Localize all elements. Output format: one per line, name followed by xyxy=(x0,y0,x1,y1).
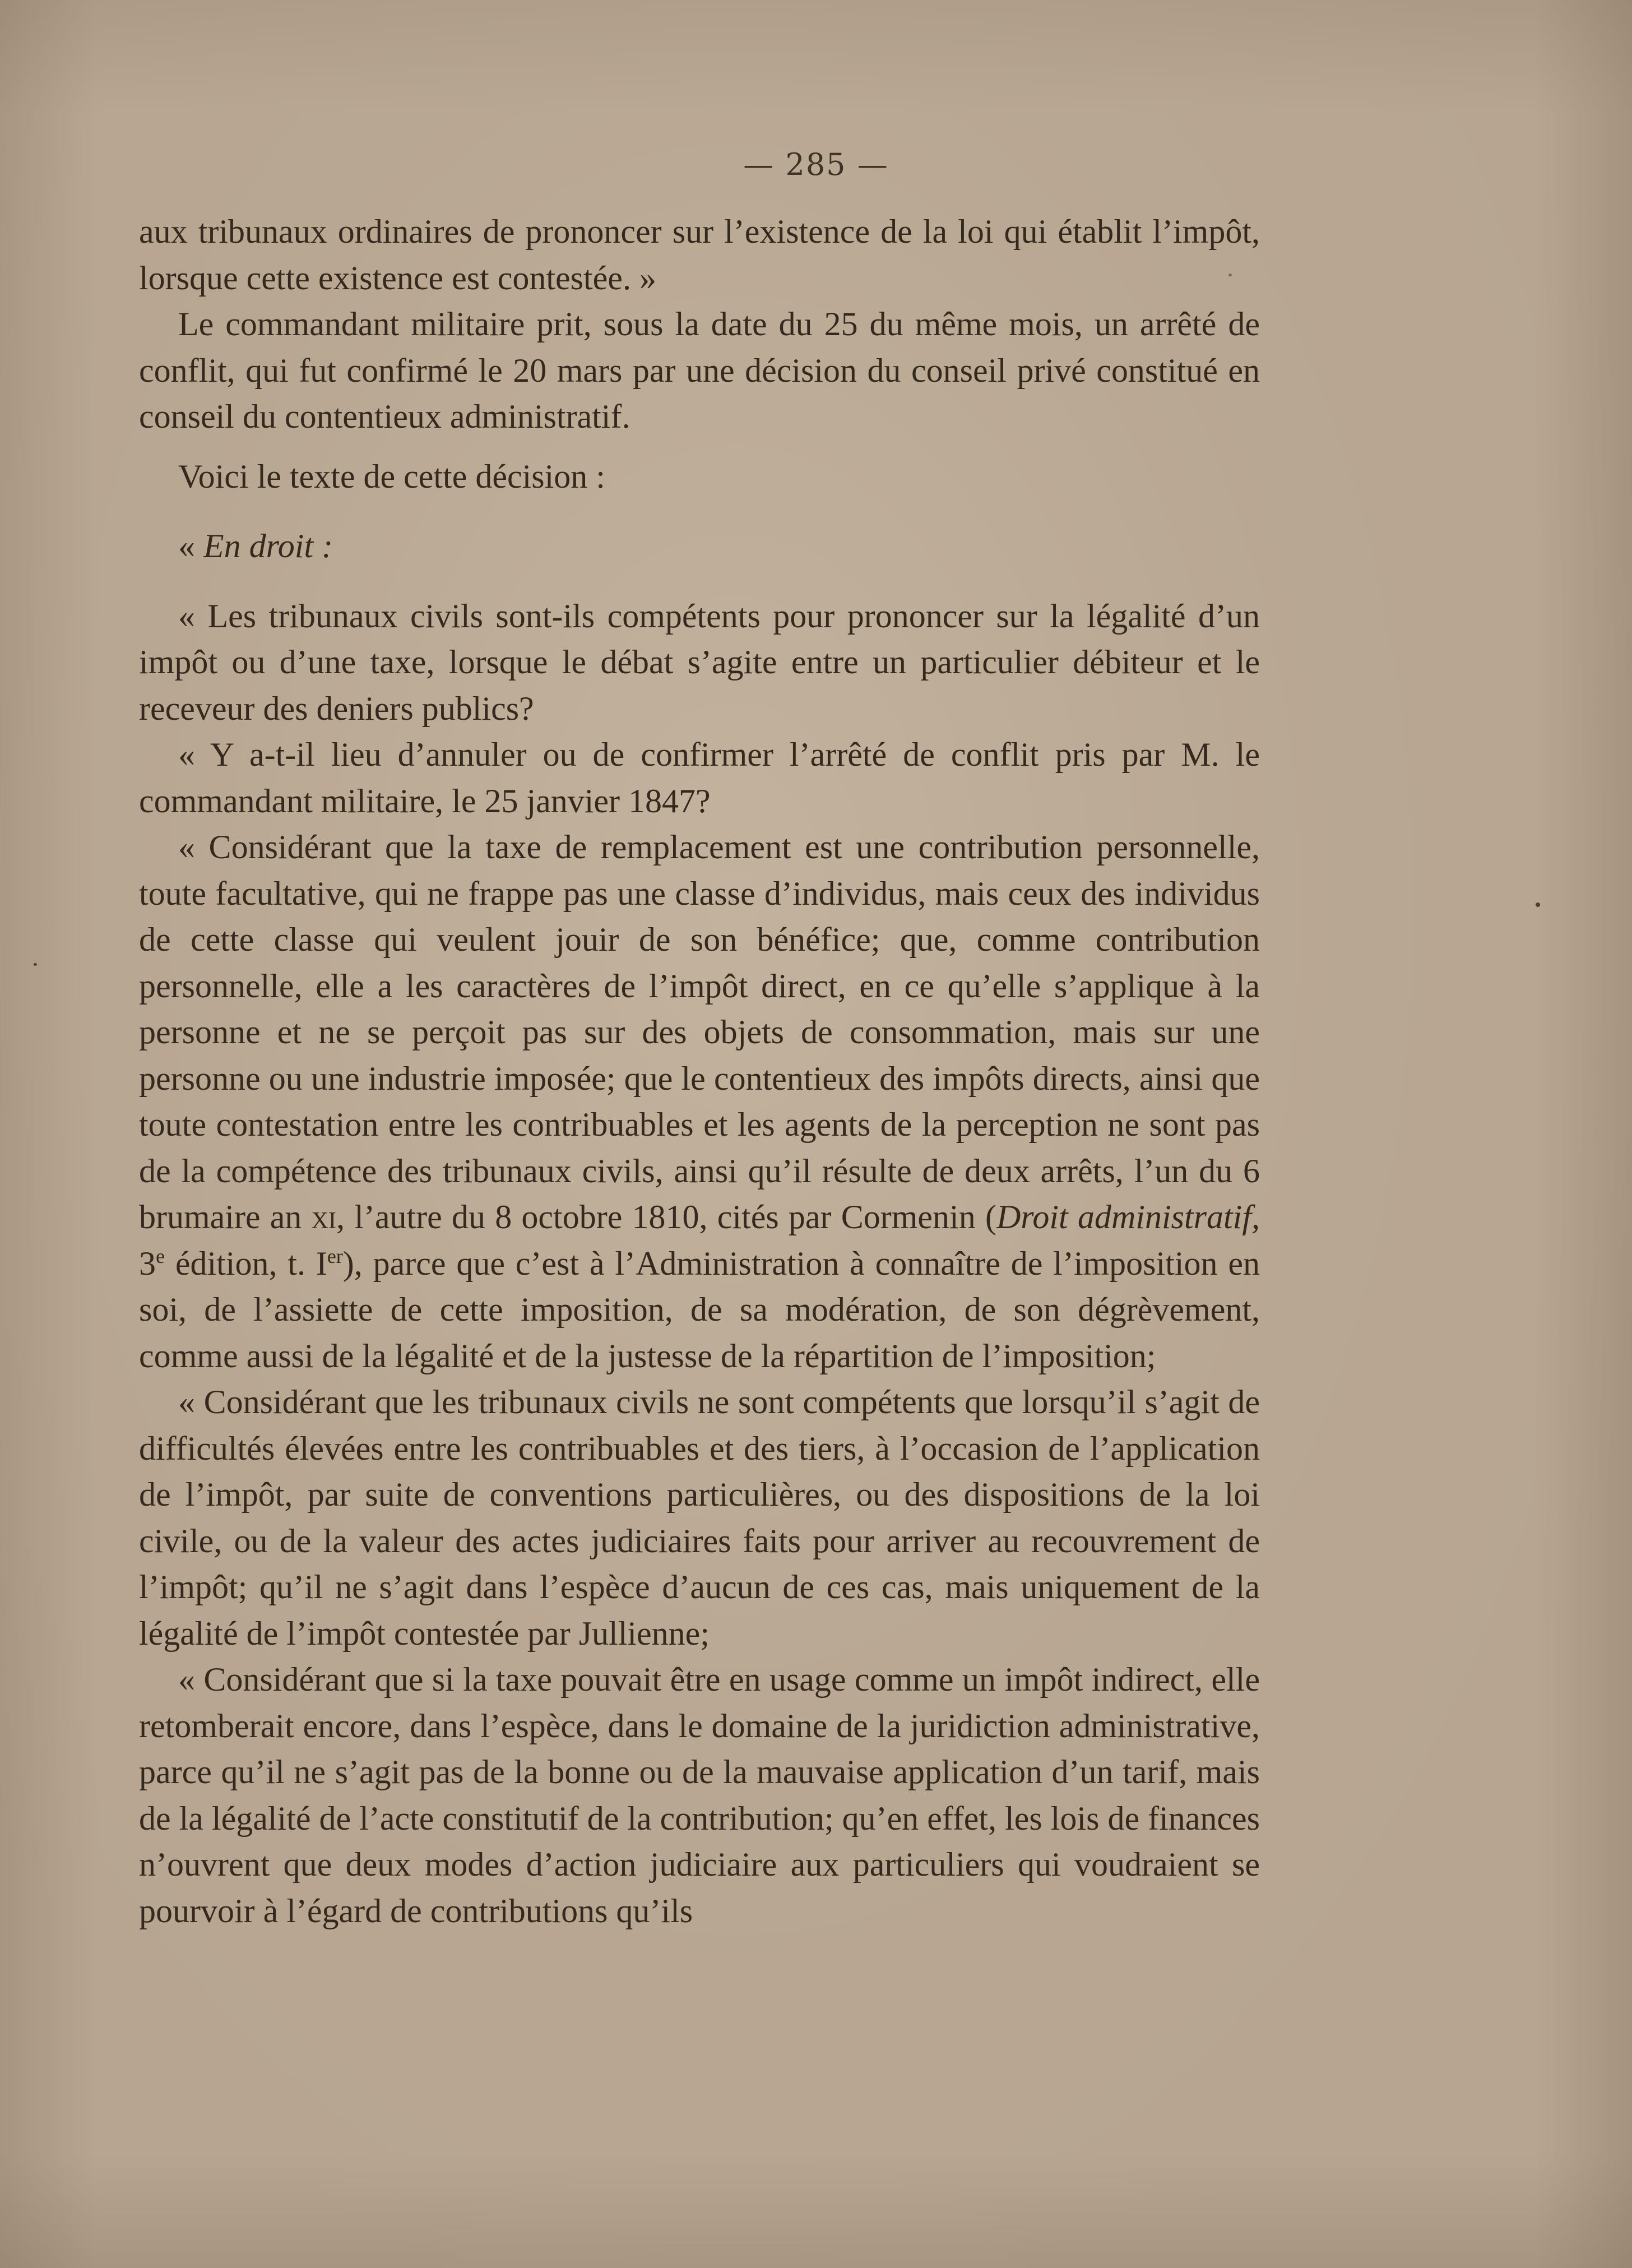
heading-en-droit xyxy=(139,523,1260,570)
paragraph-text: « Considérant que la taxe de remplacement est une contribution personnelle, toute facultative, qui ne frappe pas une classe d’individus, mais ceux des individus de cette classe qui veulent jouir de son bénéfice; que, comme contribution personnelle, elle a les caractères de l’impôt direct, en ce qu’elle s’applique à la personne et ne se perçoit pas sur des objets de consommation, mais sur une personne ou une industrie imposée; que le contentieux des impôts directs, ainsi que toute contestation entre les contribuables et les agents de la perception ne sont pas de la compétence des tribunaux civils, ainsi qu’il résulte de deux arrêts, l’un du 6 brumaire an xyxy=(139,828,1260,1235)
superscript: e xyxy=(156,1244,165,1267)
paragraph-text: Le commandant militaire prit, sous la date du 25 du même mois, un arrêté de conflit, qui fut confirmé le 20 mars par une décision du conseil privé constitué en conseil du contentieux administratif. xyxy=(139,306,1260,435)
paragraph-conflict-decree xyxy=(139,301,1260,440)
paragraph-text: ), parce que c’est à l’Administration à connaître de l’imposition en soi, de l’assiette de cette imposition, de sa modération, de son dégrèvement, comme aussi de la légalité et de la justesse de la répartition de l’imposition; xyxy=(139,1244,1260,1374)
paper-speck xyxy=(1536,902,1540,907)
paragraph-intro-decision xyxy=(139,453,1260,500)
book-title: Droit administratif, xyxy=(996,1198,1260,1235)
paper-speck xyxy=(1228,274,1232,276)
paragraph-continuation xyxy=(139,209,1260,301)
paragraph-text: « Y a-t-il lieu d’annuler ou de confirmer l’arrêté de conflit pris par M. le commandant militaire, le 25 janvier 1847? xyxy=(139,736,1260,820)
paragraph-considerant-1 xyxy=(139,824,1260,1379)
paragraph-text: « Considérant que les tribunaux civils ne sont compétents que lorsqu’il s’agit de difficultés élevées entre les contribuables et des tiers, à l’occasion de l’application de l’impôt, par suite de conventions particulières, ou des dispositions de la loi civile, ou de la valeur des actes judiciaires faits pour arriver au recouvrement de l’impôt; qu’il ne s’agit dans l’espèce d’aucun de ces cas, mais uniquement de la légalité de l’impôt contestée par Jullienne; xyxy=(139,1383,1260,1652)
paragraph-text: Voici le texte de cette décision : xyxy=(178,457,605,495)
roman-numeral: xi xyxy=(311,1198,336,1235)
paragraph-text: édition, t. I xyxy=(164,1244,327,1282)
paragraph-considerant-2 xyxy=(139,1379,1260,1656)
heading-text: En droit : xyxy=(203,527,333,564)
quote-mark: « xyxy=(178,527,203,564)
paragraph-considerant-3 xyxy=(139,1656,1260,1934)
paragraph-text: 3 xyxy=(139,1244,156,1282)
paragraph-text: , l’autre du 8 octobre 1810, cités par Cormenin ( xyxy=(336,1198,996,1235)
page-number: — 285 — xyxy=(743,147,889,182)
paragraph-question-competence xyxy=(139,593,1260,732)
body-text xyxy=(139,209,1260,1934)
paper-speck xyxy=(34,963,37,966)
paragraph-text: « Considérant que si la taxe pouvait être en usage comme un impôt indirect, elle retomberait encore, dans l’espèce, dans le domaine de la juridiction administrative, parce qu’il ne s’agit pas de la bonne ou de la mauvaise application d’un tarif, mais de la légalité de l’acte constitutif de la contribution; qu’en effet, les lois de finances n’ouvrent que deux modes d’action judiciaire aux particuliers qui voudraient se pourvoir à l’égard de contributions qu’ils xyxy=(139,1661,1260,1929)
paragraph-text: « Les tribunaux civils sont-ils compétents pour prononcer sur la légalité d’un impôt ou d’une taxe, lorsque le débat s’agite entre un particulier débiteur et le receveur des deniers publics? xyxy=(139,597,1260,727)
paragraph-text: aux tribunaux ordinaires de prononcer sur l’existence de la loi qui établit l’impôt, lorsque cette existence est contestée. » xyxy=(139,213,1260,297)
superscript: er xyxy=(327,1244,343,1267)
paragraph-question-conflict xyxy=(139,732,1260,824)
